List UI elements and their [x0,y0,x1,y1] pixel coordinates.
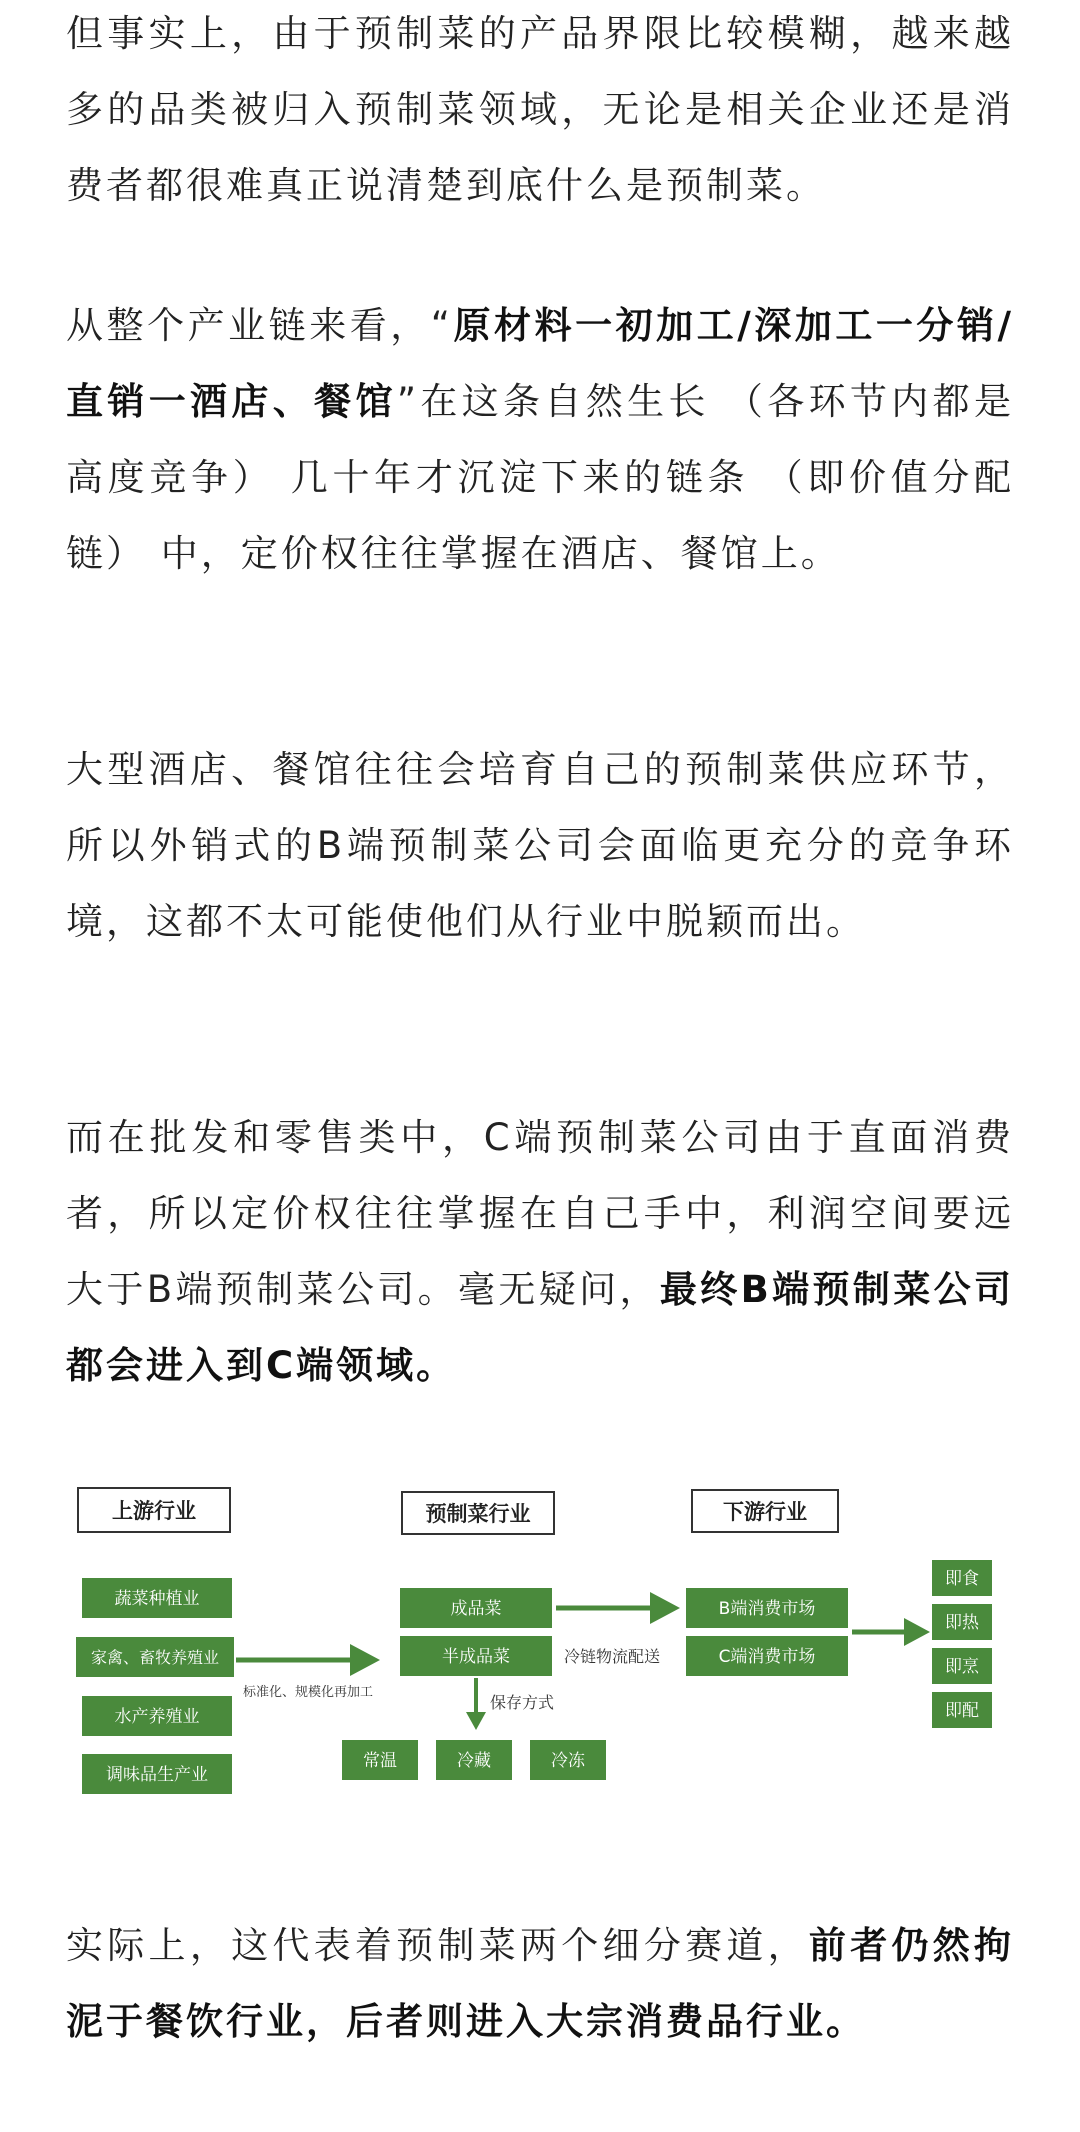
upstream-header [78,1488,230,1532]
storage-item [342,1740,418,1780]
prefab-item [400,1588,552,1628]
paragraph-4-pre: 而在批发和零售类中，C端预制菜公司由于直面消费者，所以定价权往往掌握在自己手中，利润空间要远大于B端预制菜公司。毫无疑问， [66,1116,1014,1311]
storage-item-label: 常温 [363,1751,397,1771]
market-item-label: B端消费市场 [718,1599,816,1619]
market-item [686,1636,848,1676]
prefab-item [400,1636,552,1676]
storage-item [530,1740,606,1780]
paragraph-5 [66,1908,1014,2060]
cold-chain-arrow-label: 冷链物流配送 [563,1647,661,1666]
paragraph-1-text: 但事实上，由于预制菜的产品界限比较模糊，越来越多的品类被归入预制菜领域，无论是相关企业还是消费者都很难真正说清楚到底什么是预制菜。 [66,12,1014,207]
upstream-item [76,1637,234,1677]
storage-arrow [466,1678,554,1730]
prefab-item-label: 半成品菜 [442,1647,510,1667]
consume-item-label: 即食 [945,1569,979,1589]
consume-item [932,1560,992,1596]
paragraph-5-pre: 实际上，这代表着预制菜两个细分赛道， [66,1924,809,1967]
paragraph-2-bold: 原材料一初加工/深加工一分销/直销一酒店、餐馆 [66,304,1014,423]
processing-arrow-label: 标准化、规模化再加工 [242,1685,374,1700]
consume-item [932,1648,992,1684]
paragraph-4 [66,1100,1014,1404]
consumption-arrow [852,1618,930,1646]
consume-item [932,1692,992,1728]
processing-arrow [236,1644,380,1700]
market-item [686,1588,848,1628]
consume-item [932,1604,992,1640]
market-item-label: C端消费市场 [718,1647,816,1667]
paragraph-5-bold: 前者仍然拘泥于餐饮行业，后者则进入大宗消费品行业。 [66,1924,1015,2043]
industry-chain-diagram [0,1450,1080,1870]
upstream-item [82,1696,232,1736]
paragraph-2-post: ”在这条自然生长 （各环节内都是高度竞争） 几十年才沉淀下来的链条 （即价值分配链） 中，定价权往往掌握在酒店、餐馆上。 [66,380,1014,575]
upstream-item-label: 调味品生产业 [106,1765,208,1785]
prefab-header [402,1492,554,1534]
consume-item-label: 即烹 [945,1657,979,1677]
paragraph-3 [66,732,1014,960]
downstream-header [692,1490,838,1532]
upstream-item-label: 家禽、畜牧养殖业 [90,1648,220,1667]
storage-item-label: 冷冻 [551,1751,585,1771]
paragraph-2 [66,288,1014,592]
upstream-item-label: 水产养殖业 [114,1707,200,1727]
storage-item [436,1740,512,1780]
consume-item-label: 即配 [945,1701,979,1721]
paragraph-3-text: 大型酒店、餐馆往往会培育自己的预制菜供应环节，所以外销式的B端预制菜公司会面临更充分的竞争环境，这都不太可能使他们从行业中脱颖而出。 [66,748,1014,943]
cold-chain-arrow [556,1592,680,1666]
paragraph-4-bold: 最终B端预制菜公司都会进入到C端领域。 [66,1268,1015,1387]
upstream-item [82,1754,232,1794]
upstream-item [82,1578,232,1618]
prefab-header-label: 预制菜行业 [425,1502,531,1526]
upstream-item-label: 蔬菜种植业 [114,1589,200,1609]
upstream-header-label: 上游行业 [112,1499,196,1523]
storage-arrow-label: 保存方式 [490,1693,555,1712]
paragraph-2-pre: 从整个产业链来看，“ [66,304,453,347]
storage-item-label: 冷藏 [457,1751,491,1771]
paragraph-1 [66,0,1014,224]
consume-item-label: 即热 [945,1613,979,1633]
prefab-item-label: 成品菜 [450,1599,502,1619]
downstream-header-label: 下游行业 [723,1500,807,1524]
